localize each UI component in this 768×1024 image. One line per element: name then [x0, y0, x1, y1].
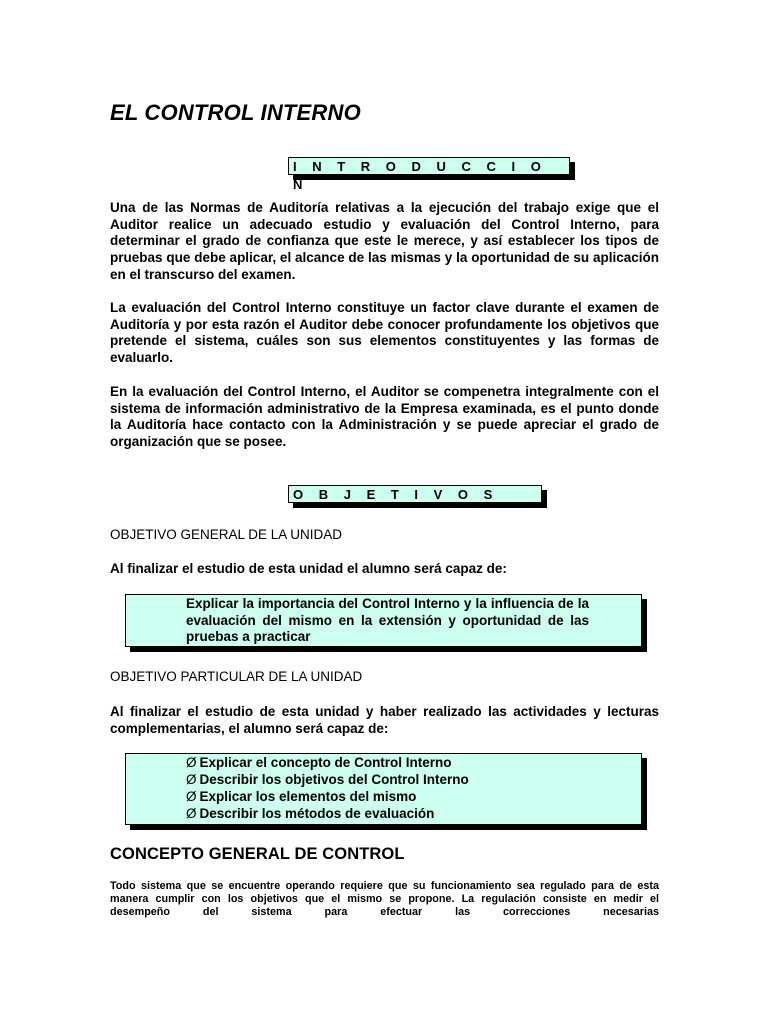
- objective-item-text: Describir los métodos de evaluación: [199, 806, 435, 821]
- section-header-objetivos: O B J E T I V O S: [288, 485, 542, 503]
- bullet-icon: Ø: [186, 806, 197, 821]
- general-objective-lead: Al finalizar el estudio de esta unidad el alumno será capaz de:: [110, 561, 507, 576]
- particular-objective-lead: Al finalizar el estudio de esta unidad y haber realizado las actividades y lecturas complementarias, el alumno será capaz de:: [110, 704, 659, 736]
- objective-list-item: [186, 754, 641, 771]
- objective-item-text: Explicar los elementos del mismo: [199, 789, 417, 804]
- section-header-introduccion: I N T R O D U C C I O N: [288, 157, 570, 175]
- general-objective-box: [125, 594, 642, 647]
- objective-item-text: Describir los objetivos del Control Interno: [199, 772, 469, 787]
- objective-list-item: [186, 771, 641, 788]
- bullet-icon: Ø: [186, 755, 197, 770]
- particular-objective-heading: OBJETIVO PARTICULAR DE LA UNIDAD: [110, 669, 363, 684]
- document-title: EL CONTROL INTERNO: [110, 100, 361, 125]
- intro-paragraph-2: La evaluación del Control Interno constituye un factor clave durante el examen de Auditoría y por esta razón el Auditor debe conocer profundamente los objetivos que pretende el sistema, cuáles son sus elementos constituyentes y las formas de evaluarlo.: [110, 300, 659, 366]
- bullet-icon: Ø: [186, 789, 197, 804]
- general-objective-heading: OBJETIVO GENERAL DE LA UNIDAD: [110, 527, 343, 542]
- objective-list-item: [186, 805, 641, 822]
- bullet-icon: Ø: [186, 772, 197, 787]
- objective-item-text: Explicar el concepto de Control Interno: [199, 755, 452, 770]
- concept-heading: CONCEPTO GENERAL DE CONTROL: [110, 845, 405, 863]
- intro-paragraph-1: Una de las Normas de Auditoría relativas a la ejecución del trabajo exige que el Auditor realice un adecuado estudio y evaluación del Control Interno, para determinar el grado de confianza que este le merece, y así establecer los tipos de pruebas que debe aplicar, el alcance de las mismas y la oportunidad de su aplicación en el transcurso del examen.: [110, 200, 659, 282]
- objective-list-item: [186, 788, 641, 805]
- intro-paragraph-3: En la evaluación del Control Interno, el Auditor se compenetra integralmente con el sistema de información administrativo de la Empresa examinada, es el punto donde la Auditoría hace contacto con la Administración y se puede apreciar el grado de organización que se posee.: [110, 384, 659, 450]
- particular-objective-box: [125, 753, 642, 825]
- general-objective-text: Explicar la importancia del Control Interno y la influencia de la evaluación del mismo en la extensión y oportunidad de las pruebas a practicar: [186, 596, 589, 644]
- concept-paragraph: Todo sistema que se encuentre operando requiere que su funcionamiento sea regulado para de esta manera cumplir con los objetivos que el mismo se propone. La regulación consiste en medir el desempeño del sistema para efectuar las correcciones necesarias: [110, 880, 659, 918]
